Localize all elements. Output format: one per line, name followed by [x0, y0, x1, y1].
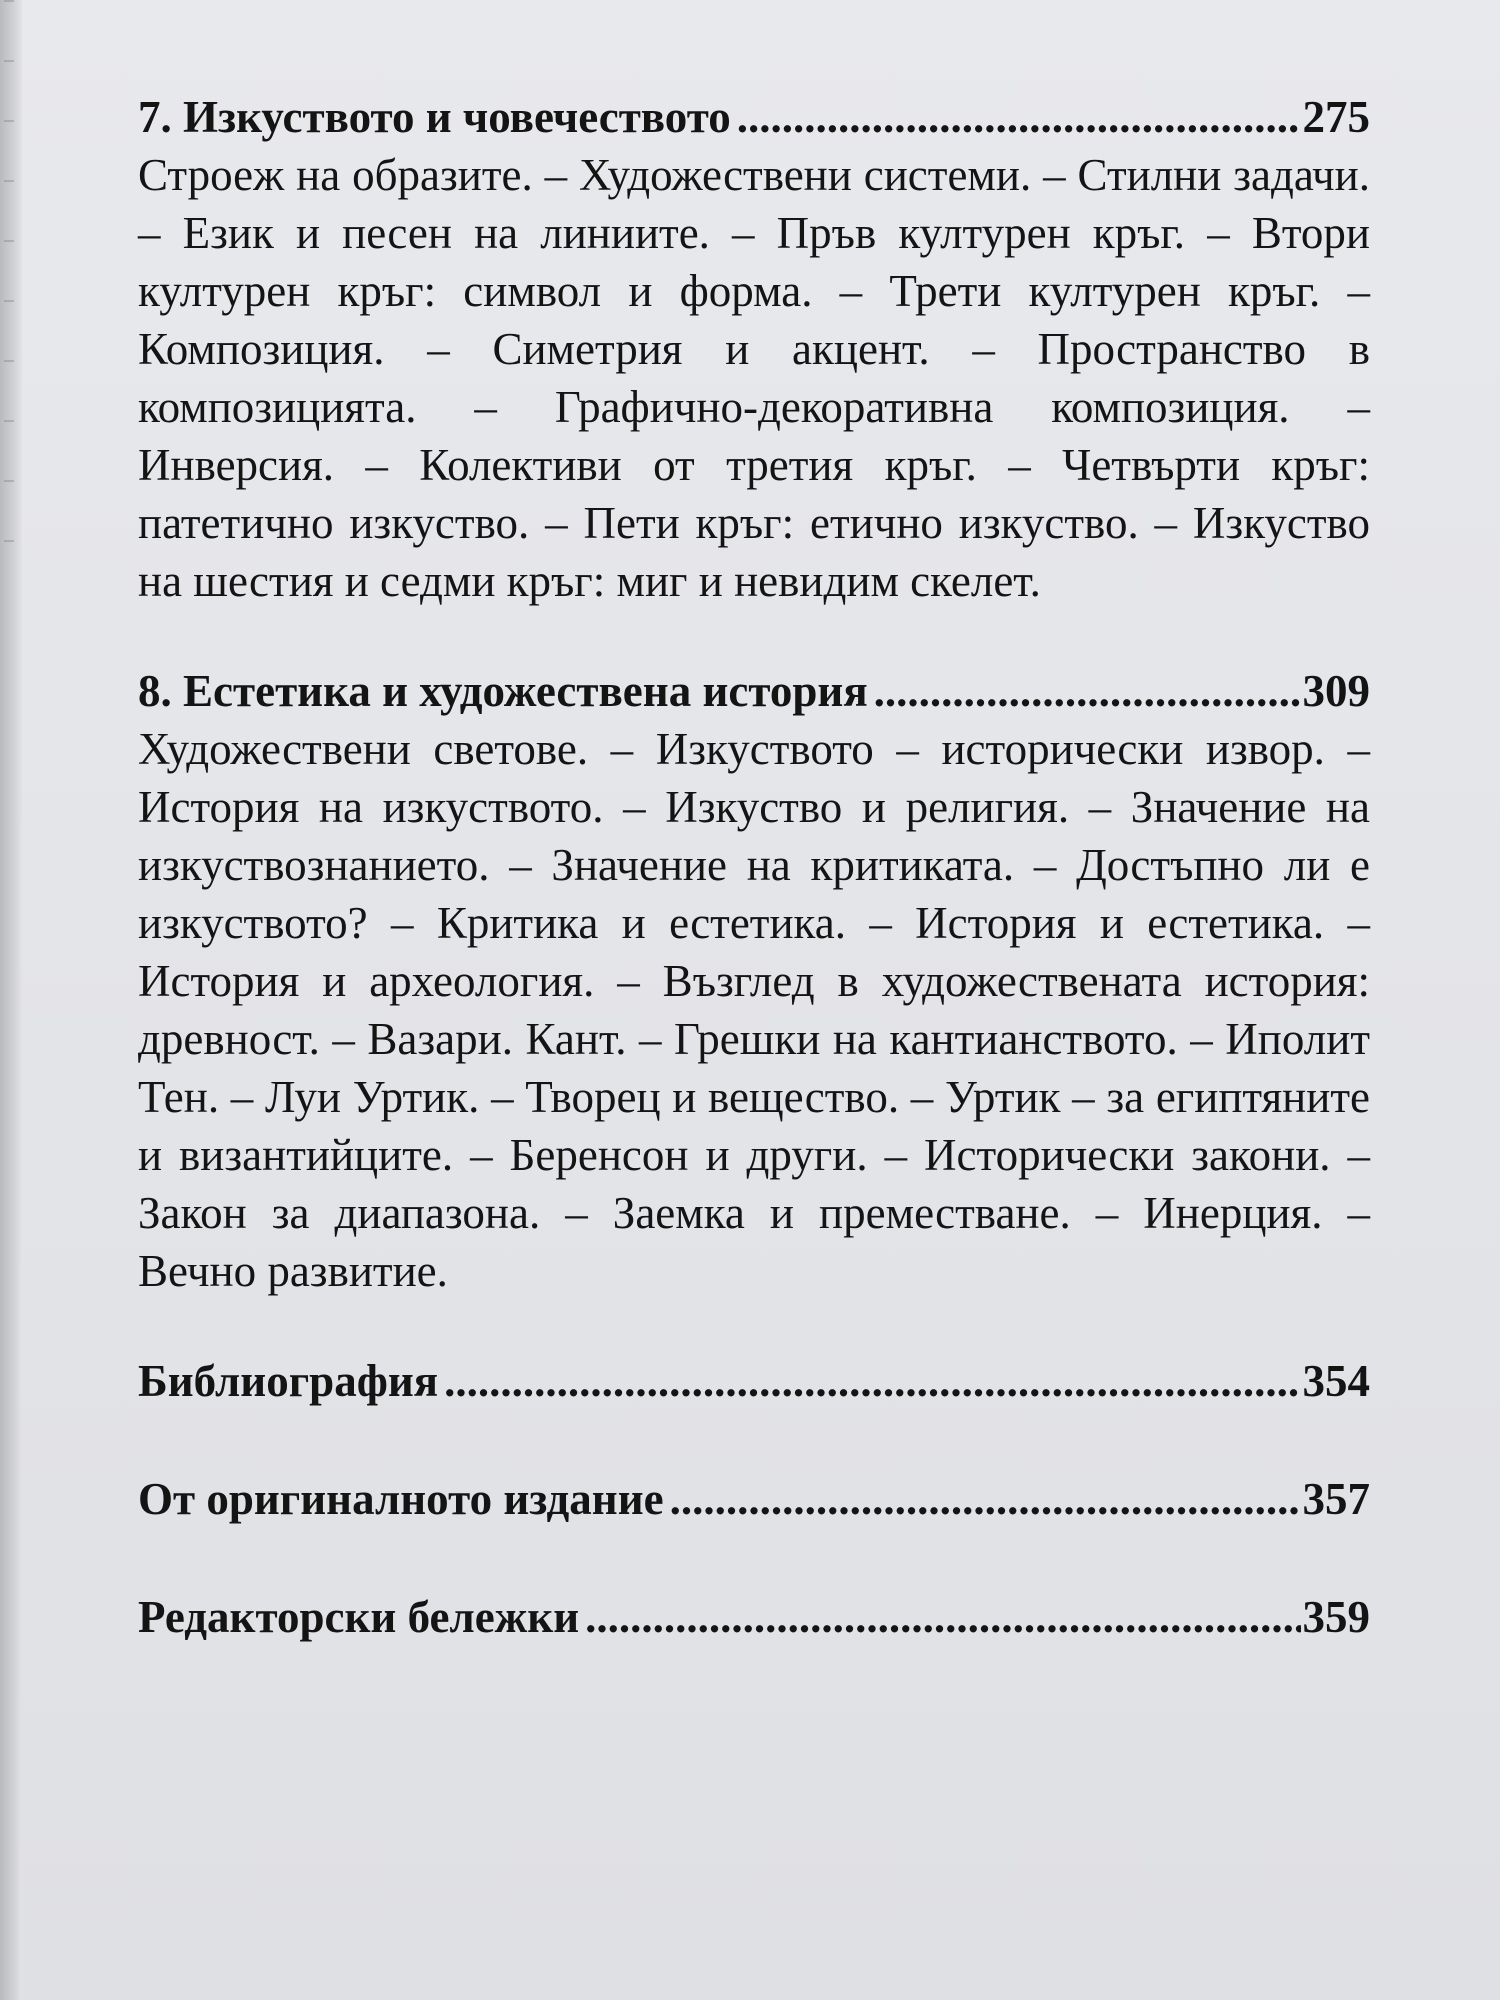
- toc-entry-page-number: 357: [1302, 1474, 1370, 1524]
- dot-leader: [737, 88, 1301, 146]
- toc-entry-page-number: 275: [1302, 92, 1370, 142]
- toc-entry-title: 7. Изкуството и човечеството: [138, 92, 731, 142]
- dot-leader: [874, 662, 1301, 720]
- toc-entry-title: Редакторски бележки: [138, 1592, 580, 1642]
- adjacent-page-text-traces: [4, 0, 14, 560]
- dot-leader: [444, 1352, 1300, 1410]
- toc-entry-heading: [138, 1470, 1370, 1528]
- toc-entry-chapter-7: [138, 88, 1370, 610]
- toc-entry-editor-notes: [138, 1588, 1370, 1646]
- toc-entry-title: От оригиналното издание: [138, 1474, 664, 1524]
- adjacent-page-edge: [0, 0, 22, 2000]
- toc-entry-page-number: 354: [1302, 1356, 1370, 1406]
- toc-entry-title: Библиография: [138, 1356, 439, 1406]
- toc-entry-page-number: 309: [1302, 666, 1370, 716]
- toc-entry-bibliography: [138, 1352, 1370, 1410]
- toc-entry-heading: [138, 1352, 1370, 1410]
- toc-entry-page-number: 359: [1302, 1592, 1370, 1642]
- dot-leader: [585, 1588, 1300, 1646]
- toc-entry-description: Строеж на образите. – Художествени системи. – Стилни задачи. – Език и песен на линиите. – Пръв културен кръг. – Втори културен кръг: символ и форма. – Трети културен кръг. – Композиция. – Симетрия и акцент. – Пространство в композицията. – Графично-декоративна композиция. – Инверсия. – Колективи от третия кръг. – Четвърти кръг: патетично изкуство. – Пети кръг: етично изкуство. – Изкуство на шестия и седми кръг: миг и невидим скелет.: [138, 150, 1370, 606]
- dot-leader: [670, 1470, 1301, 1528]
- toc-entry-heading: [138, 662, 1370, 720]
- table-of-contents: [138, 88, 1370, 1706]
- toc-entry-original-edition: [138, 1470, 1370, 1528]
- toc-entry-heading: [138, 88, 1370, 146]
- toc-entry-description: Художествени светове. – Изкуството – исторически извор. – История на изкуството. – Изкуство и религия. – Значение на изкуствознанието. – Значение на критиката. – Достъпно ли е изкуството? – Критика и естетика. – История и естетика. – История и археология. – Възглед в художествената история: древност. – Вазари. Кант. – Грешки на кантианството. – Иполит Тен. – Луи Уртик. – Творец и вещество. – Уртик – за египтяните и византийците. – Беренсон и други. – Исторически закони. – Закон за диапазона. – Заемка и преместване. – Инерция. – Вечно развитие.: [138, 724, 1370, 1296]
- toc-entry-heading: [138, 1588, 1370, 1646]
- toc-entry-title: 8. Естетика и художествена история: [138, 666, 868, 716]
- toc-entry-chapter-8: [138, 662, 1370, 1300]
